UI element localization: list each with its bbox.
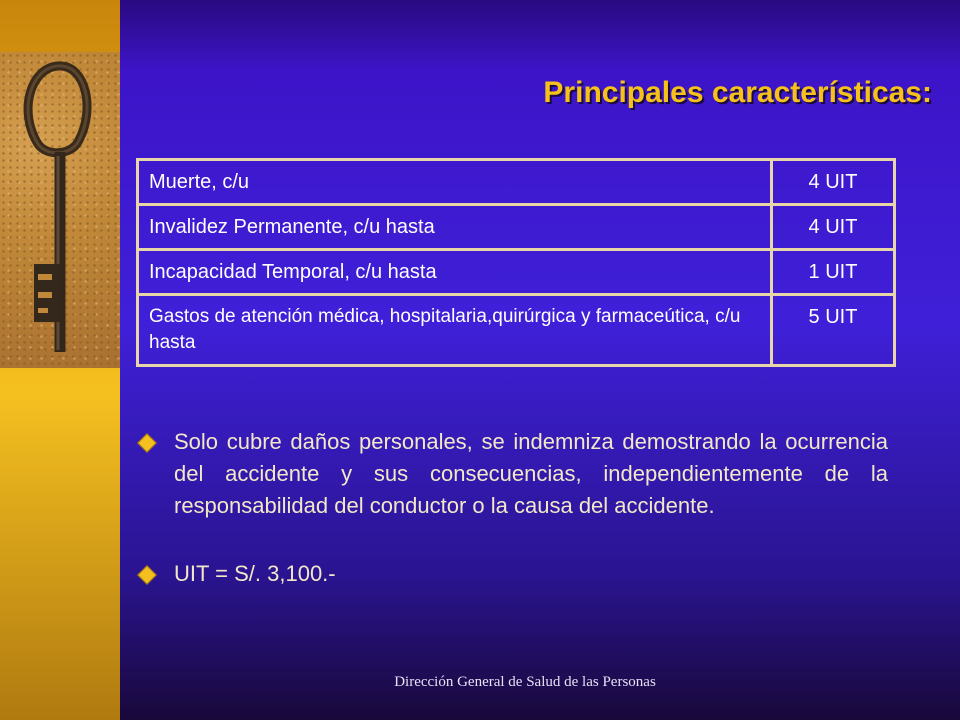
diamond-bullet-icon <box>137 565 157 585</box>
page-title: Principales características: <box>543 76 932 109</box>
table-row <box>138 295 895 366</box>
table-cell-amount: 1 UIT <box>772 250 895 295</box>
table-cell-amount: 4 UIT <box>772 205 895 250</box>
table-cell-amount: 4 UIT <box>772 160 895 205</box>
table-cell-concept: Incapacidad Temporal, c/u hasta <box>138 250 772 295</box>
list-item <box>136 426 888 522</box>
table-row <box>138 250 895 295</box>
list-item <box>136 558 888 590</box>
key-image <box>0 52 120 368</box>
coverage-table <box>136 158 896 367</box>
bullet-list <box>136 426 888 590</box>
footer-text: Dirección General de Salud de las Personas <box>394 674 656 690</box>
table-cell-concept: Muerte, c/u <box>138 160 772 205</box>
table-row <box>138 205 895 250</box>
table-row <box>138 160 895 205</box>
table-cell-amount: 5 UIT <box>772 295 895 366</box>
bullet-text: UIT = S/. 3,100.- <box>174 561 336 586</box>
table-cell-concept: Invalidez Permanente, c/u hasta <box>138 205 772 250</box>
bullet-text: Solo cubre daños personales, se indemniza demostrando la ocurrencia del accidente y sus consecuencias, independientemente de la responsabilidad del conductor o la causa del accidente. <box>174 429 888 518</box>
table-cell-concept: Gastos de atención médica, hospitalaria,quirúrgica y farmaceútica, c/u hasta <box>138 295 772 366</box>
diamond-bullet-icon <box>137 433 157 453</box>
